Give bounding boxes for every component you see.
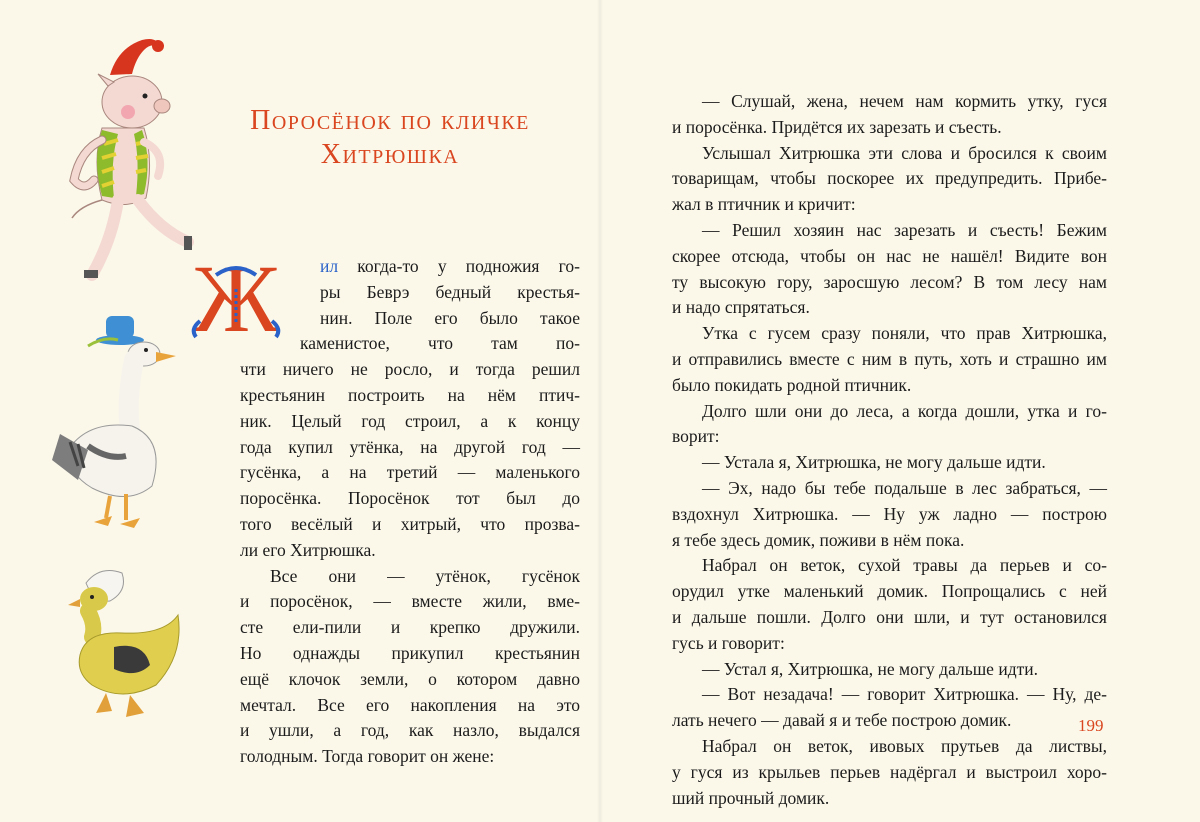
text-line: ещё клочок земли, о котором давно bbox=[240, 668, 580, 689]
text-line: поросёнка. Поросёнок тот был до bbox=[240, 488, 580, 509]
goose-illustration bbox=[48, 310, 183, 535]
text-line: жал в птичник и кричит: bbox=[672, 194, 856, 215]
text-line: того весёлый и хитрый, что прозва- bbox=[240, 513, 580, 534]
text-line: ник. Целый год строил, а к концу bbox=[240, 410, 580, 431]
text-line: Утка с гусем сразу поняли, что прав Хитрюшка, bbox=[702, 323, 1107, 344]
duck-illustration bbox=[66, 565, 191, 725]
text-line: года купил утёнка, на другой год — bbox=[240, 436, 580, 457]
text-line: и дальше пошли. Долго они шли, и тут остановился bbox=[672, 606, 1107, 627]
text-line: — Устал я, Хитрюшка, не могу дальше идти. bbox=[702, 658, 1038, 679]
text-line: товарищам, чтобы поскорее их предупредить. Прибе- bbox=[672, 168, 1107, 189]
title-line-1: Поросёнок по кличке bbox=[250, 105, 530, 136]
text-line: чти ничего не росло, и тогда решил bbox=[240, 359, 580, 380]
text-line: гусь и говорит: bbox=[672, 632, 785, 653]
text-line: орудил утке маленький домик. Попрощались с ней bbox=[672, 581, 1107, 602]
text-line: и ушли, а год, как назло, выдался bbox=[240, 720, 580, 741]
text-line: — Решил хозяин нас зарезать и съесть! Бежим bbox=[702, 219, 1107, 240]
text-line: нин. Поле его было такое bbox=[320, 307, 580, 328]
text-line: Услышал Хитрюшка эти слова и бросился к своим bbox=[702, 142, 1107, 163]
pig-illustration bbox=[40, 30, 200, 295]
text-line: — Слушай, жена, нечем нам кормить утку, гуся bbox=[702, 91, 1107, 111]
text-line: — Эх, надо бы тебе подальше в лес забраться, — bbox=[702, 477, 1107, 498]
text-line: — Устала я, Хитрюшка, не могу дальше идти. bbox=[702, 452, 1046, 473]
text-line: скорее отсюда, чтобы он нас не нашёл! Видите вон bbox=[672, 245, 1107, 266]
title-line-2: Хитрюшка bbox=[320, 139, 460, 170]
story-title bbox=[200, 104, 580, 172]
text-line: ворит: bbox=[672, 426, 720, 447]
text-line: было покидать родной птичник. bbox=[672, 374, 912, 395]
left-column bbox=[240, 254, 580, 770]
text-line: голодным. Тогда говорит он жене: bbox=[240, 746, 495, 767]
text-line: и надо спрятаться. bbox=[672, 297, 810, 318]
text-line: сте ели-пили и крепко дружили. bbox=[240, 617, 580, 638]
text-line: я тебе здесь домик, поживи в нём пока. bbox=[672, 529, 965, 550]
text-line: Но однажды прикупил крестьянин bbox=[240, 642, 580, 663]
text-line: Долго шли они до леса, а когда дошли, утка и го- bbox=[702, 400, 1107, 421]
text-line: ли его Хитрюшка. bbox=[240, 539, 376, 560]
text-line: ры Беврэ бедный крестья- bbox=[320, 281, 580, 302]
drop-cap-letter: Ж bbox=[192, 255, 280, 339]
text-line: крестьянин построить на нём птич- bbox=[240, 384, 580, 405]
drop-cap-rest: ил bbox=[320, 256, 339, 276]
page-number: 199 bbox=[1078, 716, 1104, 735]
text-line: и отправились вместе с ним в путь, хоть и страшно им bbox=[672, 348, 1107, 369]
book-gutter bbox=[597, 0, 603, 822]
text-line: Набрал он веток, ивовых прутьев да листвы, bbox=[702, 735, 1107, 756]
text-line: ил когда-то у подножия го- bbox=[320, 256, 580, 276]
text-line: мечтал. Все его накопления на это bbox=[240, 694, 580, 715]
text-line: Набрал он веток, сухой травы да перьев и со- bbox=[702, 555, 1107, 576]
text-line: ший прочный домик. bbox=[672, 787, 830, 808]
text-line: гусёнка, а на третий — маленького bbox=[240, 462, 580, 483]
text-line: и поросёнка. Придётся их зарезать и съесть. bbox=[672, 116, 1002, 137]
text-line: вздохнул Хитрюшка. — Ну уж ладно — построю bbox=[672, 503, 1107, 524]
text-line: лать нечего — давай я и тебе построю домик. bbox=[672, 710, 1012, 731]
text-line: — Вот незадача! — говорит Хитрюшка. — Ну, де- bbox=[702, 684, 1107, 705]
text-line: каменистое, что там по- bbox=[300, 333, 580, 354]
text-line: и поросёнок, — вместе жили, вме- bbox=[240, 591, 580, 612]
right-column bbox=[672, 89, 1107, 811]
text-line: ту высокую гору, заросшую лесом? В том лесу нам bbox=[672, 271, 1107, 292]
text-line: Все они — утёнок, гусёнок bbox=[270, 565, 580, 586]
text-line: у гуся из крыльев перьев надёргал и выстроил хоро- bbox=[672, 761, 1107, 782]
